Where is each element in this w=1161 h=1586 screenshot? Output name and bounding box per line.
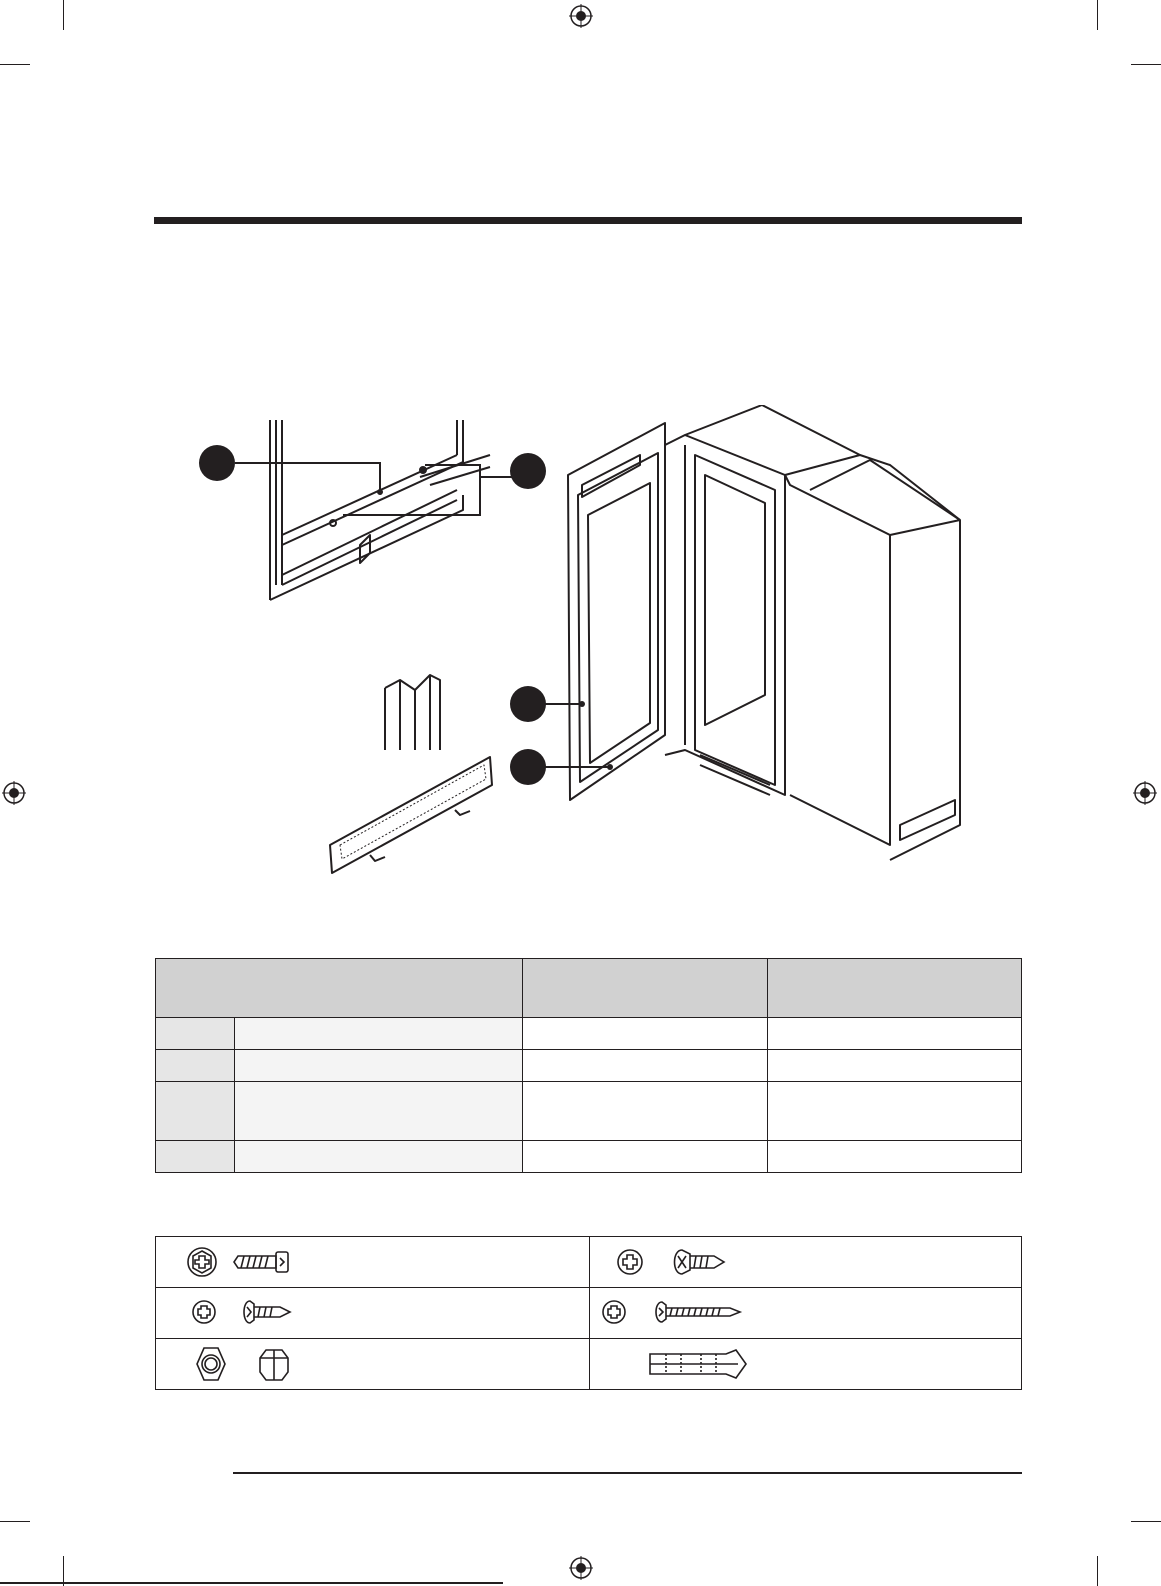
installation-diagram: [190, 405, 990, 890]
row-number: [156, 1018, 235, 1050]
row-label: [235, 1082, 523, 1141]
hex-washer-screw-icon: [186, 1246, 296, 1278]
callout-badge-2: [510, 453, 546, 489]
callout-badge-1: [199, 445, 235, 481]
table-row: [156, 1018, 1022, 1050]
row-label: [235, 1141, 523, 1173]
registration-target-icon: [1133, 781, 1157, 805]
row-value: [768, 1050, 1022, 1082]
header-col3: [768, 959, 1022, 1018]
kick-plate: [330, 757, 492, 873]
header-part: [156, 959, 523, 1018]
long-pan-head-screw-icon: [602, 1296, 752, 1328]
crop-mark-top-right-h: [1131, 64, 1161, 65]
registration-target-icon: [2, 781, 26, 805]
parts-table-header: [156, 959, 1022, 1018]
table-row: [156, 1141, 1022, 1173]
row-value: [768, 1082, 1022, 1141]
row-value: [523, 1018, 768, 1050]
truss-head-screw-icon: [614, 1246, 734, 1278]
row-label: [235, 1050, 523, 1082]
parts-table: [155, 958, 1022, 1173]
table-row: [156, 1050, 1022, 1082]
crop-mark-top-left-h: [0, 64, 30, 65]
callout-badge-4: [510, 749, 546, 785]
row-value: [523, 1141, 768, 1173]
hardware-grid: [155, 1236, 1022, 1390]
row-value: [523, 1050, 768, 1082]
section-title-rule: [154, 217, 1022, 224]
crop-mark-bottom-right-v: [1097, 1556, 1098, 1586]
table-row: [156, 1082, 1022, 1141]
refrigerator-cabinet: [665, 405, 960, 860]
bottom-strip: [0, 1582, 503, 1584]
row-value: [523, 1082, 768, 1141]
callout-badge-3: [510, 686, 546, 722]
profile-strip: [385, 675, 440, 750]
crop-mark-top-left-v: [63, 0, 64, 30]
row-number: [156, 1082, 235, 1141]
open-door-panel: [568, 423, 665, 800]
registration-target-icon: [569, 1556, 593, 1580]
footer-rule: [233, 1472, 1022, 1474]
row-label: [235, 1018, 523, 1050]
door-bottom-detail: [270, 420, 490, 600]
crop-mark-bottom-right-h: [1131, 1521, 1161, 1522]
registration-target-icon: [569, 4, 593, 28]
crop-mark-bottom-left-h: [0, 1521, 30, 1522]
row-number: [156, 1050, 235, 1082]
wall-anchor-icon: [646, 1346, 756, 1382]
row-value: [768, 1141, 1022, 1173]
row-number: [156, 1141, 235, 1173]
row-value: [768, 1018, 1022, 1050]
hex-nut-icon: [192, 1346, 302, 1382]
header-col2: [523, 959, 768, 1018]
crop-mark-top-right-v: [1097, 0, 1098, 30]
pan-head-screw-icon: [192, 1296, 302, 1328]
